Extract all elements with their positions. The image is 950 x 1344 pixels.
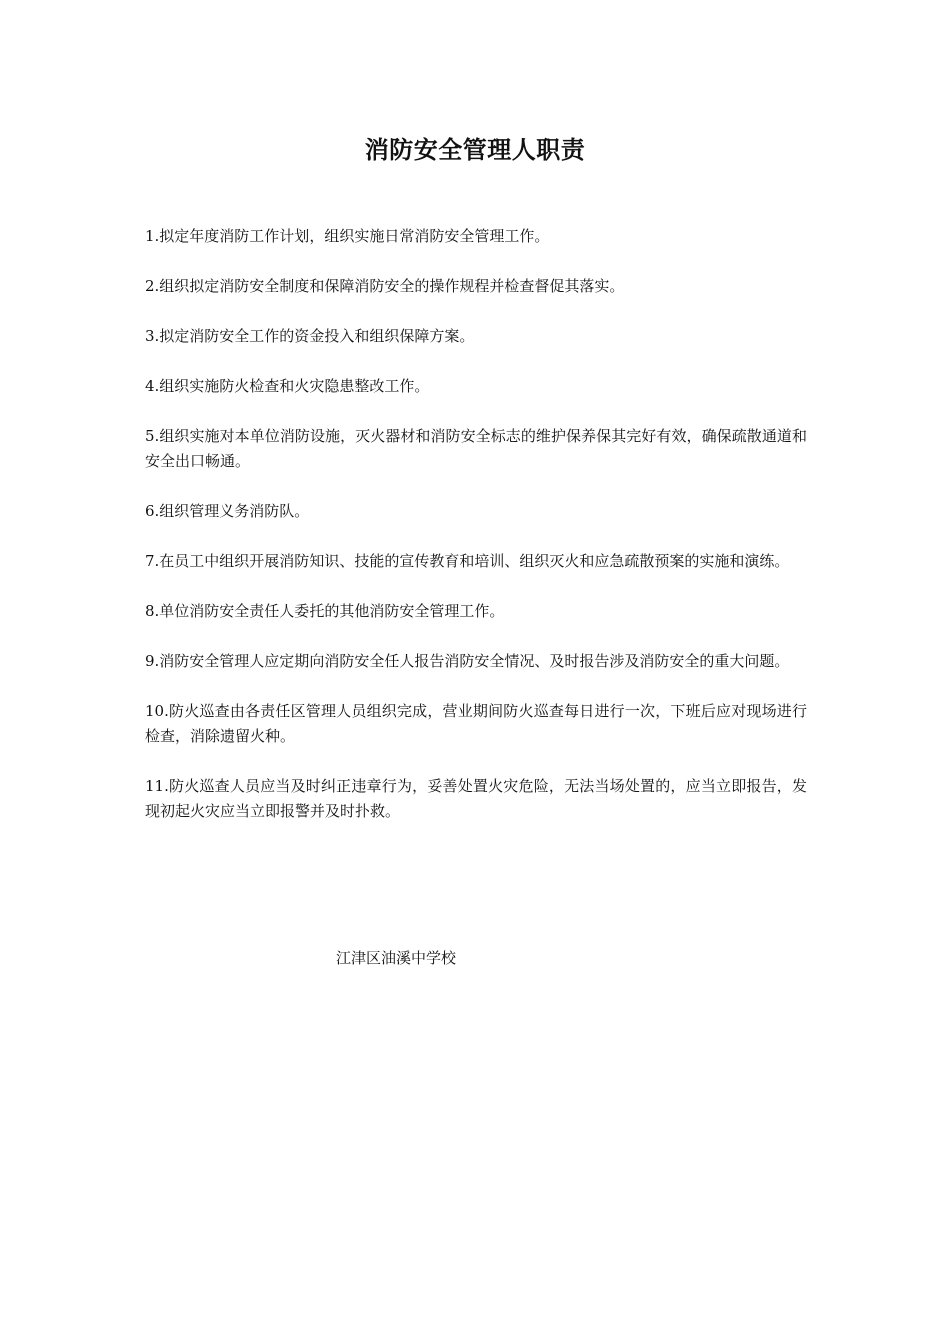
duty-item: 7.在员工中组织开展消防知识、技能的宣传教育和培训、组织灭火和应急疏散预案的实施和演练。 <box>145 552 790 570</box>
duty-item: 9.消防安全管理人应定期向消防安全任人报告消防安全情况、及时报告涉及消防安全的重大问题。 <box>145 652 790 670</box>
duty-item: 2.组织拟定消防安全制度和保障消防安全的操作规程并检查督促其落实。 <box>145 277 625 295</box>
document-title: 消防安全管理人职责 <box>364 135 586 164</box>
duty-item: 5.组织实施对本单位消防设施，灭火器材和消防安全标志的维护保养保其完好有效，确保疏散通道和安全出口畅通。 <box>145 427 807 470</box>
school-signature: 江津区油溪中学校 <box>336 949 457 967</box>
duty-item: 10.防火巡查由各责任区管理人员组织完成，营业期间防火巡查每日进行一次，下班后应对现场进行检查，消除遗留火种。 <box>145 702 807 745</box>
duty-item: 4.组织实施防火检查和火灾隐患整改工作。 <box>145 377 430 395</box>
duty-item: 8.单位消防安全责任人委托的其他消防安全管理工作。 <box>145 602 505 620</box>
duty-item: 3.拟定消防安全工作的资金投入和组织保障方案。 <box>145 327 475 345</box>
duty-item: 6.组织管理义务消防队。 <box>145 502 310 520</box>
duty-item: 11.防火巡查人员应当及时纠正违章行为，妥善处置火灾危险，无法当场处置的，应当立即报告，发现初起火灾应当立即报警并及时扑救。 <box>145 777 807 820</box>
duty-list <box>145 224 807 849</box>
duty-item: 1.拟定年度消防工作计划，组织实施日常消防安全管理工作。 <box>145 227 550 245</box>
